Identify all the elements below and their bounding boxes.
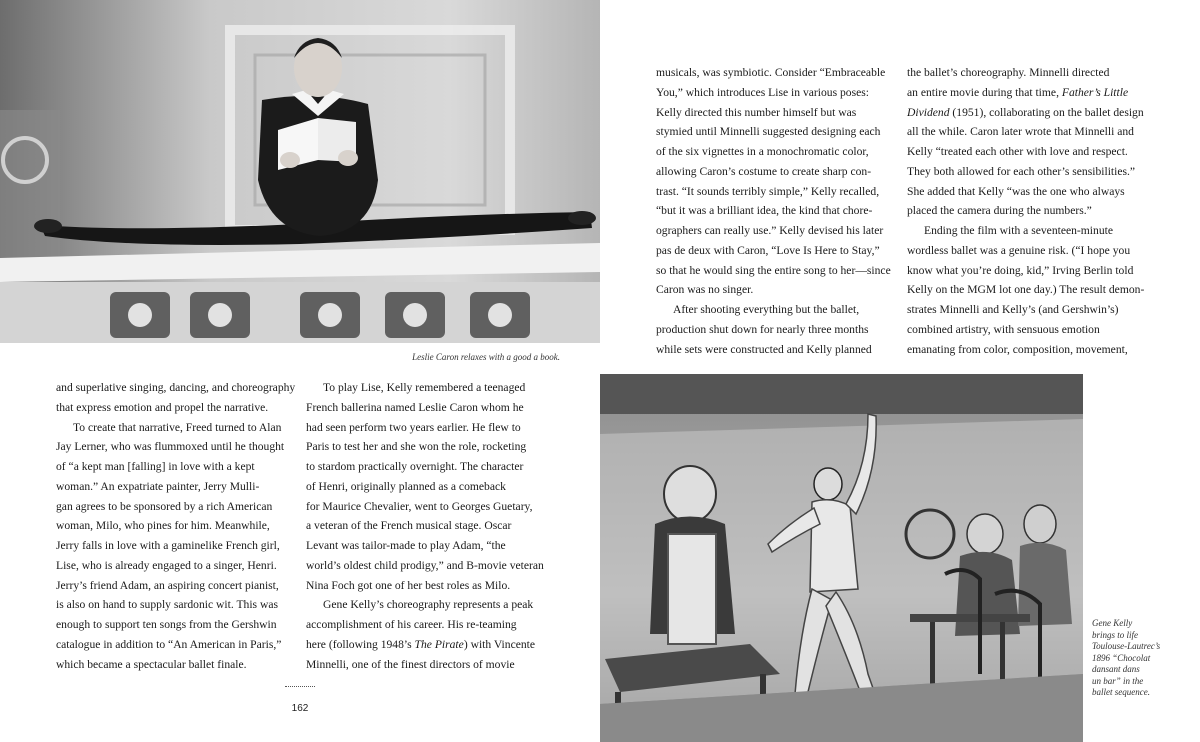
text-line: all the while. Caron later wrote that Minnelli and [907, 125, 1134, 139]
text-line: accomplishment of his career. His re-teaming [306, 618, 517, 631]
text-line: combined artistry, with sensuous emotion [907, 322, 1100, 336]
text-segment: ) with Vincente [463, 637, 536, 651]
text-line: while sets were constructed and Kelly planned [656, 342, 872, 356]
text-line: so that he would sing the entire song to her—since [656, 263, 891, 277]
caption-bottom-photo [1092, 618, 1198, 699]
photo-gene-kelly-ballet [600, 374, 1083, 742]
page-number: 162 [291, 703, 309, 714]
text-column-bottom-right [306, 378, 546, 674]
text-line: They both allowed for each other’s sensibilities.” [907, 164, 1136, 178]
text-line: woman, Milo, who pines for him. Meanwhile, [56, 519, 270, 533]
text-line: “but it was a brilliant idea, the kind that chore- [656, 204, 873, 218]
text-line: After shooting everything but the ballet, [673, 303, 860, 316]
text-line: ographers can really use.” Kelly devised his later [656, 224, 884, 237]
text-line: emanating from color, composition, movement, [907, 342, 1128, 356]
text-line: gan agrees to be sponsored by a rich American [56, 499, 273, 513]
caption-line: ballet sequence. [1092, 687, 1150, 697]
text-line: catalogue in addition to “An American in Paris,” [56, 637, 282, 651]
film-title: The Pirate [414, 637, 464, 651]
caption-line: dansant dans [1092, 664, 1140, 674]
text-line: which became a spectacular ballet finale. [56, 657, 247, 671]
text-line: Gene Kelly’s choreography represents a peak [323, 598, 534, 612]
text-line: Jay Lerner, who was flummoxed until he thought [56, 440, 285, 454]
text-line: Lise, who is already engaged to a singer, Henri. [56, 558, 277, 572]
text-line: enough to support ten songs from the Gershwin [56, 618, 277, 631]
text-line: know what you’re doing, kid,” Irving Berlin told [907, 263, 1134, 277]
text-line: production shut down for nearly three months [656, 322, 869, 336]
caption-line: un bar” in the [1092, 675, 1144, 686]
text-line: To play Lise, Kelly remembered a teenaged [323, 381, 526, 394]
text-line: Caron was no singer. [656, 283, 754, 297]
text-line: wordless ballet was a genuine risk. (“I hope you [907, 243, 1131, 257]
text-line: French ballerina named Leslie Caron whom he [306, 400, 524, 414]
text-line: Levant was tailor-made to play Adam, “the [306, 539, 506, 552]
text-column-top-left [656, 63, 892, 359]
text-line: of the six vignettes in a monochromatic color, [656, 145, 869, 158]
text-line [907, 103, 1147, 123]
text-segment: (1951), collaborating on the ballet design [952, 105, 1144, 119]
text-line [907, 83, 1147, 103]
text-line: woman.” An expatriate painter, Jerry Mulli- [56, 479, 260, 493]
text-segment: an entire movie during that time, [907, 85, 1059, 99]
text-line: is also on hand to supply sardonic wit. This was [56, 598, 278, 612]
film-title: Dividend [907, 105, 950, 119]
text-line: had seen perform two years earlier. He flew to [306, 420, 521, 434]
text-line: for Maurice Chevalier, went to Georges Guetary, [306, 499, 533, 513]
text-line: placed the camera during the numbers.” [907, 204, 1092, 218]
text-line: She added that Kelly “was the one who always [907, 184, 1125, 198]
text-line: of Henri, originally planned as a comeback [306, 479, 506, 493]
text-line: a veteran of the French musical stage. Oscar [306, 519, 512, 533]
text-line: musicals, was symbiotic. Consider “Embraceable [656, 66, 886, 79]
text-line: and superlative singing, dancing, and choreography [56, 381, 296, 394]
text-line: to stardom practically overnight. The character [306, 460, 524, 473]
text-column-top-right [907, 63, 1147, 359]
caption-line: 1896 “Chocolat [1092, 652, 1151, 663]
text-line: trast. “It sounds terribly simple,” Kelly recalled, [656, 184, 880, 198]
text-column-bottom-left [56, 378, 296, 674]
photo-leslie-caron-reading [0, 0, 600, 343]
caption-top-photo: Leslie Caron relaxes with a good a book. [412, 352, 560, 362]
text-line: that express emotion and propel the narrative. [56, 400, 269, 414]
film-title: Father’s Little [1061, 85, 1129, 99]
text-line: Jerry falls in love with a gaminelike French girl, [56, 539, 280, 552]
text-line: strates Minnelli and Kelly’s (and Gershwin’s) [907, 303, 1119, 316]
text-line: You,” which introduces Lise in various poses: [656, 85, 869, 99]
text-line: stymied until Minnelli suggested designing each [656, 125, 881, 139]
text-line: Kelly “treated each other with love and respect. [907, 145, 1128, 158]
text-line: of “a kept man [falling] in love with a kept [56, 460, 255, 473]
text-line: Nina Foch got one of her best roles as Milo. [306, 578, 511, 592]
text-line: To create that narrative, Freed turned to Alan [73, 420, 282, 434]
text-line: pas de deux with Caron, “Love Is Here to Stay,” [656, 243, 880, 257]
caption-line: Gene Kelly [1092, 618, 1133, 628]
text-line: Kelly directed this number himself but was [656, 105, 857, 119]
text-line: Kelly on the MGM lot one day.) The result demon- [907, 283, 1145, 297]
text-line: Paris to test her and she won the role, rocketing [306, 440, 527, 454]
text-line: Minnelli, one of the finest directors of movie [306, 657, 515, 671]
text-line: Jerry’s friend Adam, an aspiring concert pianist, [56, 578, 279, 592]
caption-line: Toulouse-Lautrec’s [1092, 641, 1161, 651]
caption-line: brings to life [1092, 629, 1139, 640]
text-line: Ending the film with a seventeen-minute [924, 224, 1113, 237]
folio-rule [285, 686, 315, 689]
text-line: the ballet’s choreography. Minnelli directed [907, 66, 1110, 79]
text-line: allowing Caron’s costume to create sharp con- [656, 164, 872, 178]
text-line [306, 635, 546, 655]
text-line: world’s oldest child prodigy,” and B-movie veteran [306, 558, 544, 572]
text-segment: here (following 1948’s [306, 637, 412, 651]
